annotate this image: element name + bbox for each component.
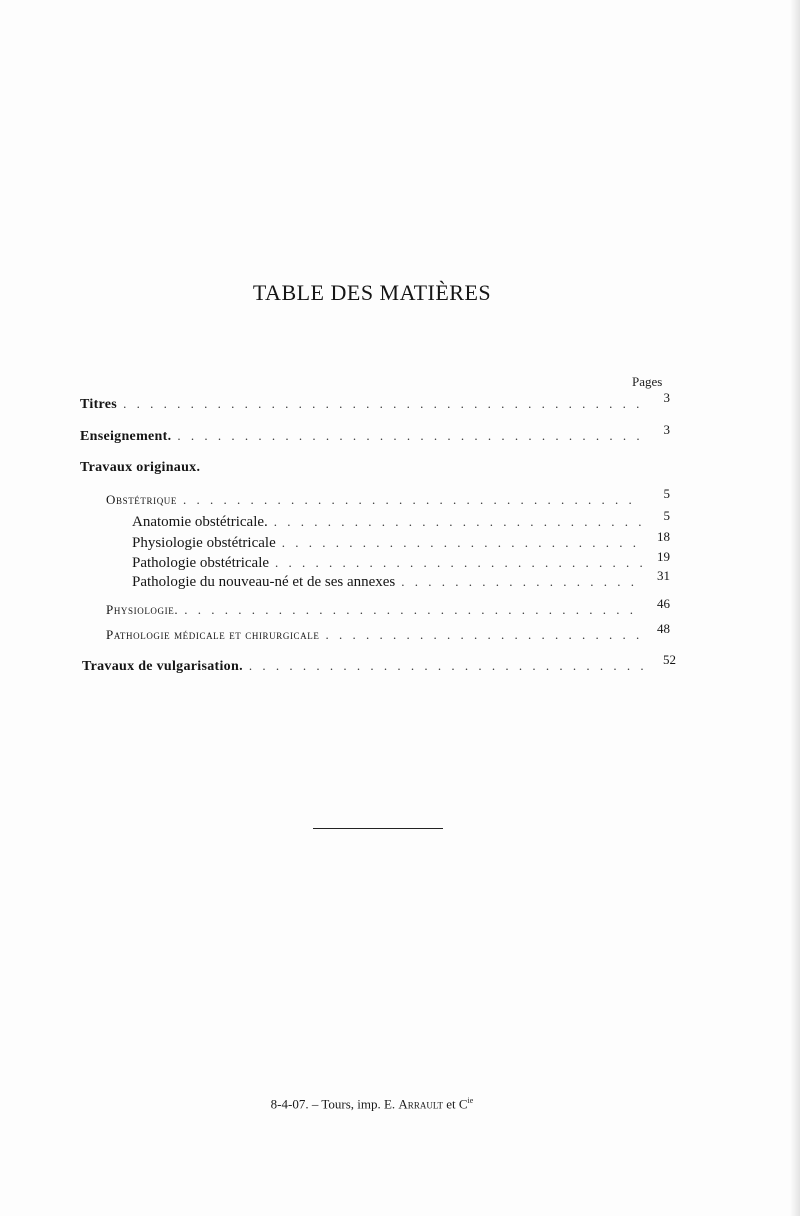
toc-entry-page: 46 bbox=[657, 596, 670, 611]
imprint-superscript: ie bbox=[467, 1096, 474, 1105]
toc-entry-label: Travaux de vulgarisation. bbox=[82, 659, 243, 674]
toc-entry-page: 48 bbox=[657, 621, 670, 636]
printer-imprint bbox=[0, 1096, 744, 1112]
dot-leader bbox=[183, 492, 642, 508]
toc-entry-label: Physiologie. bbox=[106, 602, 179, 617]
dot-leader bbox=[282, 535, 642, 551]
toc-entry-label: Pathologie obstétricale bbox=[132, 555, 270, 571]
toc-entry-page: 3 bbox=[663, 422, 670, 437]
toc-entry bbox=[132, 568, 670, 591]
toc-entry bbox=[132, 529, 670, 552]
toc-entry bbox=[132, 508, 670, 531]
toc-entry bbox=[106, 621, 670, 643]
toc-entry-label: Enseignement. bbox=[80, 429, 172, 444]
page-title: TABLE DES MATIÈRES bbox=[252, 280, 492, 305]
page-edge-shadow bbox=[790, 0, 800, 1216]
toc-entry bbox=[80, 390, 670, 413]
dot-leader bbox=[184, 602, 642, 618]
dot-leader bbox=[401, 574, 642, 590]
imprint-printer-name: Arrault bbox=[398, 1096, 443, 1112]
dot-leader bbox=[325, 627, 642, 643]
toc-entry-page: 5 bbox=[663, 486, 670, 501]
toc-entry-label: Pathologie du nouveau-né et de ses annexes bbox=[132, 574, 396, 590]
dot-leader bbox=[249, 658, 648, 674]
toc-entry bbox=[80, 422, 670, 445]
toc-entry bbox=[106, 596, 670, 618]
toc-entry-label: Pathologie médicale et chirurgicale bbox=[106, 627, 320, 642]
toc-entry-label: Titres bbox=[80, 397, 118, 412]
toc-entry-label: Physiologie obstétricale bbox=[132, 535, 276, 551]
dot-leader bbox=[275, 555, 642, 571]
toc-entry bbox=[132, 549, 670, 572]
toc-entry-label: Obstétrique bbox=[106, 492, 177, 507]
toc-section-heading: Travaux originaux. bbox=[80, 460, 201, 475]
pages-column-header: Pages bbox=[632, 374, 663, 389]
dot-leader bbox=[274, 514, 642, 530]
section-divider-rule bbox=[313, 828, 443, 829]
toc-entry-page: 3 bbox=[663, 390, 670, 405]
toc-entry-page: 5 bbox=[663, 508, 670, 523]
toc-entry-page: 19 bbox=[657, 549, 670, 564]
toc-entry-page: 18 bbox=[657, 529, 670, 544]
toc-entry bbox=[82, 652, 676, 675]
toc-entry-page: 52 bbox=[663, 652, 676, 667]
toc-entry-label: Anatomie obstétricale. bbox=[132, 514, 268, 530]
toc-entry bbox=[106, 486, 670, 508]
dot-leader bbox=[177, 428, 642, 444]
toc-entry-page: 31 bbox=[657, 568, 670, 583]
imprint-prefix: 8-4-07. – Tours, imp. E. bbox=[270, 1096, 396, 1112]
dot-leader bbox=[123, 396, 642, 412]
imprint-suffix: et C bbox=[442, 1096, 468, 1112]
